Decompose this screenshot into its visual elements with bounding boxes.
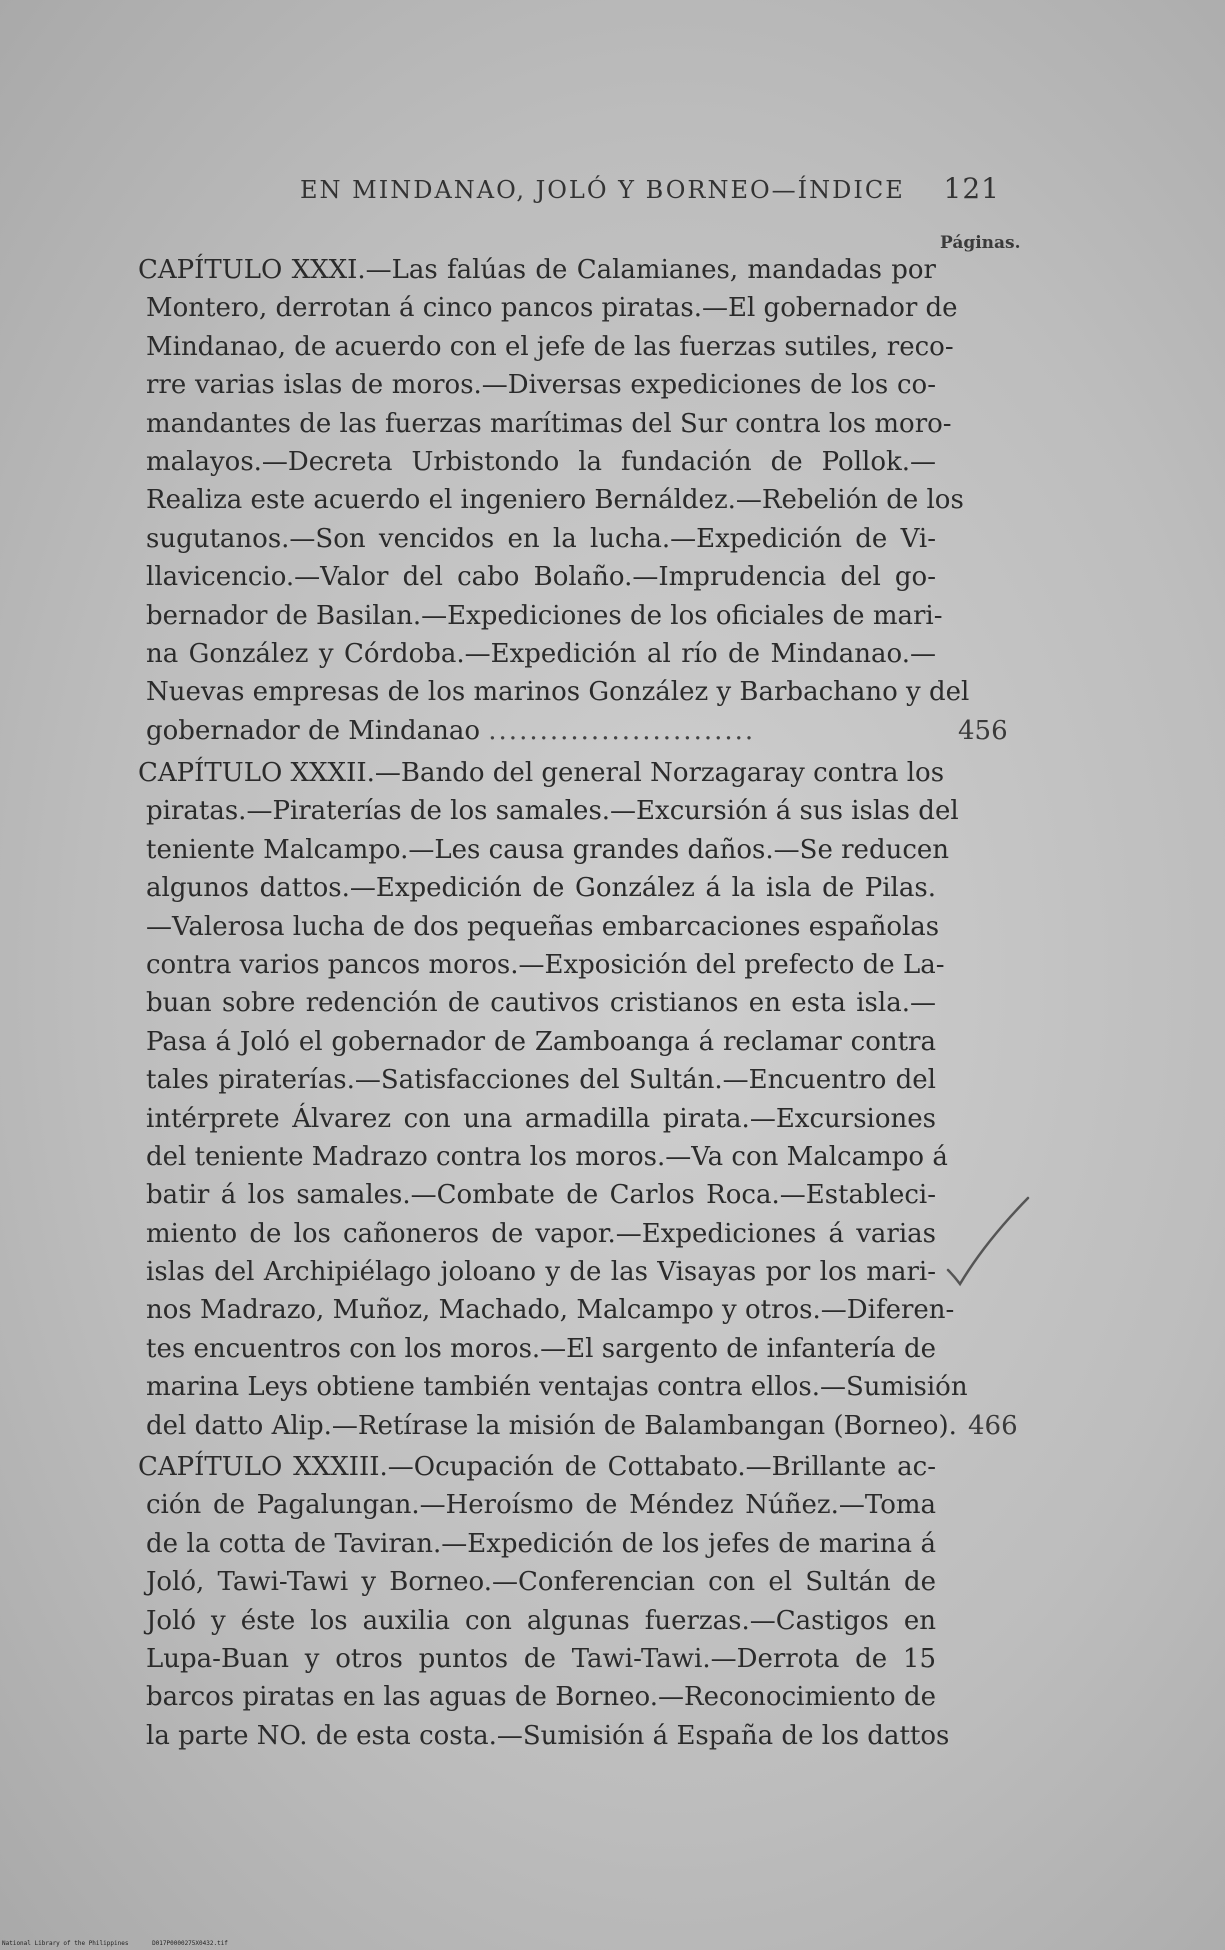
toc-line: CAPÍTULO XXXI.—Las falúas de Calamianes, mandadas por: [138, 255, 936, 285]
toc-line: contra varios pancos moros.—Exposición del prefecto de La-: [146, 949, 945, 980]
toc-line: na González y Córdoba.—Expedición al río de Mindanao.—: [146, 638, 936, 669]
toc-line: Nuevas empresas de los marinos González y Barbachano y del: [146, 677, 970, 708]
toc-line: bernador de Basilan.—Expediciones de los oficiales de mari-: [146, 600, 943, 631]
toc-line: mandantes de las fuerzas marítimas del Sur contra los moro-: [146, 408, 952, 439]
entry-page-number: 466: [968, 1410, 1018, 1441]
toc-line: Joló, Tawi-Tawi y Borneo.—Conferencian con el Sultán de: [146, 1567, 936, 1598]
toc-line: nos Madrazo, Muñoz, Machado, Malcampo y otros.—Diferen-: [146, 1295, 955, 1326]
toc-line: —Valerosa lucha de dos pequeñas embarcaciones españolas: [146, 911, 940, 942]
toc-line: islas del Archipiélago joloano y de las Visayas por los mari-: [146, 1257, 936, 1288]
toc-line: buan sobre redención de cautivos cristianos en esta isla.—: [146, 988, 936, 1019]
toc-line: llavicencio.—Valor del cabo Bolaño.—Imprudencia del go-: [146, 562, 936, 593]
toc-line: marina Leys obtiene también ventajas contra ellos.—Sumisión: [146, 1372, 968, 1403]
toc-line: Pasa á Joló el gobernador de Zamboanga á reclamar contra: [146, 1026, 936, 1057]
page-number: 121: [943, 172, 1000, 205]
toc-line: tales piraterías.—Satisfacciones del Sultán.—Encuentro del: [146, 1065, 936, 1096]
toc-line: del datto Alip.—Retírase la misión de Balambangan (Borneo).: [146, 1410, 957, 1441]
toc-line: intérprete Álvarez con una armadilla pirata.—Excursiones: [146, 1103, 936, 1134]
toc-line: algunos dattos.—Expedición de González á la isla de Pilas.: [146, 873, 936, 904]
running-title: EN MINDANAO, JOLÓ Y BORNEO—ÍNDICE: [300, 176, 905, 204]
toc-line: malayos.—Decreta Urbistondo la fundación de Pollok.—: [146, 446, 936, 477]
toc-line: Mindanao, de acuerdo con el jefe de las fuerzas sutiles, reco-: [146, 331, 954, 362]
toc-line: Lupa-Buan y otros puntos de Tawi-Tawi.—Derrota de 15: [146, 1643, 936, 1674]
toc-line: miento de los cañoneros de vapor.—Expediciones á varias: [146, 1218, 936, 1249]
toc-line: Realiza este acuerdo el ingeniero Bernáldez.—Rebelión de los: [146, 485, 964, 516]
toc-line: rre varias islas de moros.—Diversas expediciones de los co-: [146, 370, 936, 401]
toc-entry-chapter-31: [138, 251, 1008, 750]
toc-line: tes encuentros con los moros.—El sargento de infantería de: [146, 1333, 936, 1364]
toc-line: sugutanos.—Son vencidos en la lucha.—Expedición de Vi-: [146, 523, 936, 554]
toc-line: de la cotta de Taviran.—Expedición de los jefes de marina á: [146, 1528, 936, 1559]
toc-line: barcos piratas en las aguas de Borneo.—Reconocimiento de: [146, 1682, 936, 1713]
dot-leader: ..........................: [488, 715, 756, 746]
entry-page-number: 456: [958, 715, 1008, 746]
library-credit: National Library of the Philippines: [2, 1940, 129, 1947]
toc-line: Joló y éste los auxilia con algunas fuerzas.—Castigos en: [146, 1605, 936, 1636]
handwritten-check-mark-icon: [940, 1192, 1030, 1292]
toc-line: batir á los samales.—Combate de Carlos Roca.—Estableci-: [146, 1180, 936, 1211]
toc-line: la parte NO. de esta costa.—Sumisión á España de los dattos: [146, 1720, 950, 1751]
toc-line: CAPÍTULO XXXIII.—Ocupación de Cottabato.—Brillante ac-: [138, 1452, 936, 1482]
paginas-label: Páginas.: [940, 233, 1021, 253]
toc-entry-chapter-32: [138, 754, 1018, 1445]
toc-line-with-leader: [146, 712, 1008, 750]
toc-line-with-page: [146, 1407, 1018, 1445]
toc-line: ción de Pagalungan.—Heroísmo de Méndez Núñez.—Toma: [146, 1490, 936, 1521]
toc-line: CAPÍTULO XXXII.—Bando del general Norzagaray contra los: [138, 758, 945, 788]
toc-line: Montero, derrotan á cinco pancos piratas.—El gobernador de: [146, 293, 958, 324]
toc-line: teniente Malcampo.—Les causa grandes daños.—Se reducen: [146, 834, 950, 865]
toc-entry-chapter-33: [138, 1448, 950, 1755]
toc-line: del teniente Madrazo contra los moros.—Va con Malcampo á: [146, 1141, 948, 1172]
scan-id: D017P0000275X0432.tif: [152, 1940, 228, 1947]
scan-footer: [2, 1940, 248, 1947]
toc-line: gobernador de Mindanao: [146, 715, 481, 746]
toc-line: piratas.—Piraterías de los samales.—Excursión á sus islas del: [146, 796, 959, 827]
